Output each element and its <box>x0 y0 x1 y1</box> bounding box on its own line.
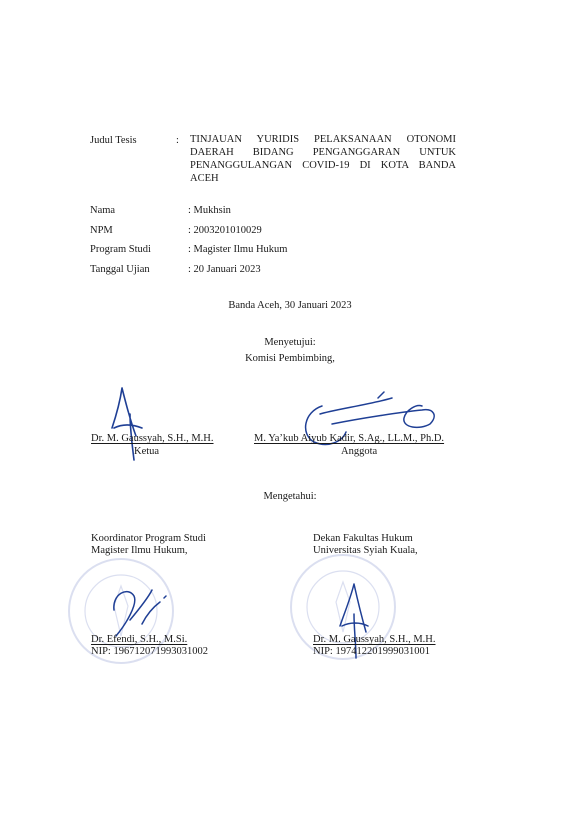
coordinator-signature <box>104 580 174 640</box>
acknowledged-heading: Mengetahui: <box>263 491 317 502</box>
dean-faculty: Universitas Syiah Kuala, <box>313 545 418 556</box>
dean-name: Dr. M. Gaussyah, S.H., M.H. <box>313 634 436 645</box>
committee-label: Komisi Pembimbing, <box>245 353 335 364</box>
thesis-title-colon: : <box>176 135 179 146</box>
field-exam-date-label: Tanggal Ujian <box>90 264 150 275</box>
field-npm-value: : 2003201010029 <box>188 225 262 236</box>
field-program-label: Program Studi <box>90 244 151 255</box>
chair-role: Ketua <box>134 446 160 457</box>
coordinator-nip: NIP: 196712071993031002 <box>91 646 208 657</box>
coordinator-title: Koordinator Program Studi <box>91 533 206 544</box>
thesis-title-value: TINJAUAN YURIDIS PELAKSANAAN OTONOMI DAERAH BIDANG PENGANGGARAN UNTUK PENANGGULANGAN COVID-19 DI KOTA BANDA ACEH <box>190 134 456 184</box>
member-role: Anggota <box>341 446 378 457</box>
thesis-title-label: Judul Tesis <box>90 135 137 146</box>
chair-name: Dr. M. Gaussyah, S.H., M.H. <box>91 433 214 444</box>
place-date: Banda Aceh, 30 Januari 2023 <box>228 300 352 311</box>
field-name-value: : Mukhsin <box>188 205 231 216</box>
dean-title: Dekan Fakultas Hukum <box>313 533 413 544</box>
field-exam-date-value: : 20 Januari 2023 <box>188 264 261 275</box>
coordinator-name: Dr. Efendi, S.H., M.Si. <box>91 634 188 645</box>
field-program-value: : Magister Ilmu Hukum <box>188 244 288 255</box>
approval-heading: Menyetujui: <box>264 337 316 348</box>
field-npm-label: NPM <box>90 225 113 236</box>
member-name: M. Ya’kub Aiyub Kadir, S.Ag., LL.M., Ph.D. <box>254 433 445 444</box>
coordinator-program: Magister Ilmu Hukum, <box>91 545 188 556</box>
field-name-label: Nama <box>90 205 116 216</box>
dean-nip: NIP: 197412201999031001 <box>313 646 430 657</box>
